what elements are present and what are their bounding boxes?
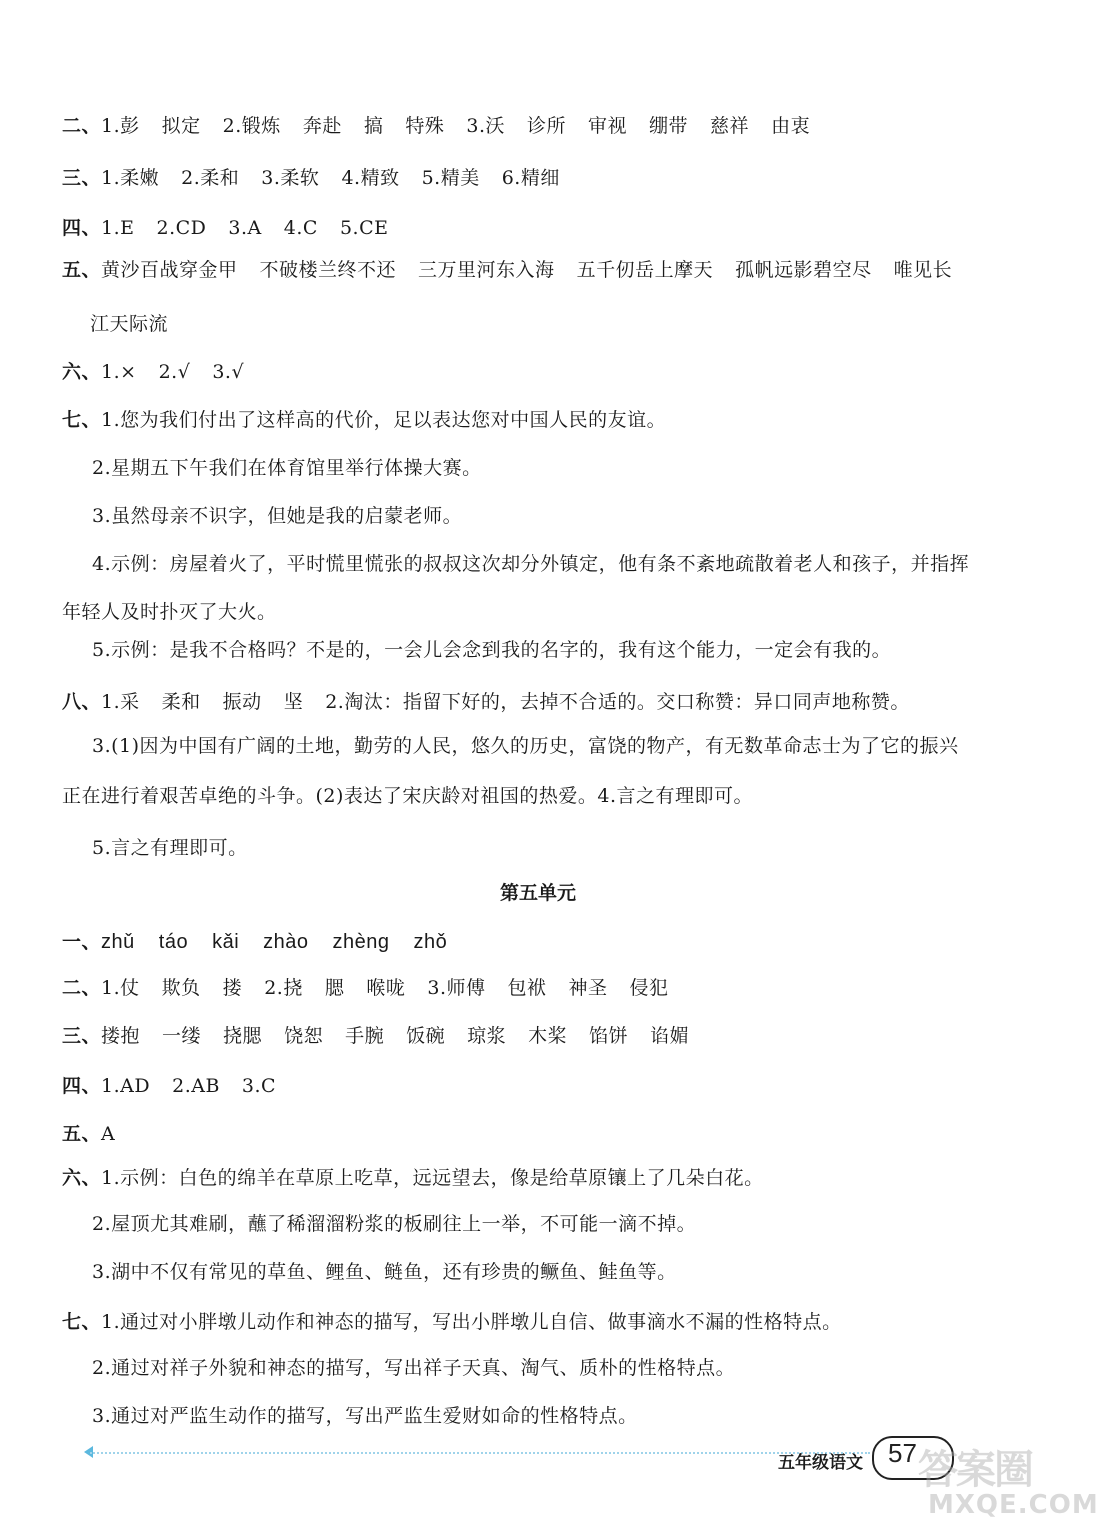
answer-item: 木桨 [528, 1025, 568, 1047]
line-label: 二、 [62, 115, 102, 137]
answer-item: 3.A [228, 217, 262, 239]
answer-item: 喉咙 [366, 977, 406, 999]
line-label: 七、 [62, 409, 102, 431]
line-label: 七、 [62, 1311, 102, 1333]
answer-item: A [101, 1123, 116, 1145]
answer-line [62, 976, 669, 1000]
answer-item: 唯见长 [893, 259, 953, 281]
answer-item: 3.C [241, 1075, 277, 1097]
answer-item: 2.CD [156, 217, 207, 239]
answer-item: 诊所 [527, 115, 567, 137]
line-label: 一、 [62, 931, 102, 953]
answer-line [62, 1166, 764, 1190]
answer-item: 3.虽然母亲不识字，但她是我的启蒙老师。 [92, 505, 463, 527]
answer-item: 1.柔嫩 [101, 167, 160, 189]
answer-item: 4.精致 [341, 167, 400, 189]
answer-item: 挠腮 [223, 1025, 263, 1047]
answer-item: 1.通过对小胖墩儿动作和神态的描写，写出小胖墩儿自信、做事滴水不漏的性格特点。 [101, 1311, 842, 1333]
answer-item: 1.E [101, 217, 135, 239]
line-label: 四、 [62, 1075, 102, 1097]
answer-line [62, 166, 560, 190]
line-label: 五、 [62, 1123, 102, 1145]
answer-item: 2.锻炼 [222, 115, 281, 137]
answer-item: 3.√ [212, 361, 245, 383]
line-label: 六、 [62, 361, 102, 383]
answer-item: 琼浆 [467, 1025, 507, 1047]
answer-line [92, 1212, 696, 1236]
line-label: 二、 [62, 977, 102, 999]
line-label: 三、 [62, 167, 102, 189]
answer-item: 6.精细 [501, 167, 560, 189]
pinyin-item: zhǒ [413, 931, 448, 953]
answer-item: 2.AB [172, 1075, 220, 1097]
answer-line [92, 504, 462, 528]
line-label: 五、 [62, 259, 102, 281]
footer-divider [90, 1452, 870, 1454]
line-label: 六、 [62, 1167, 102, 1189]
answer-line [62, 1074, 276, 1098]
answer-line [62, 258, 952, 282]
answer-item: 5.CE [339, 217, 389, 239]
answer-item: 正在进行着艰苦卓绝的斗争。(2)表达了宋庆龄对祖国的热爱。4.言之有理即可。 [62, 785, 754, 807]
answer-item: 5.示例：是我不合格吗？不是的，一会儿会念到我的名字的，我有这个能力，一定会有我的。 [92, 639, 892, 661]
watermark-url: MXQE.COM [928, 1490, 1099, 1520]
answer-item: 1.彭 [101, 115, 140, 137]
answer-item: 2.柔和 [181, 167, 240, 189]
answer-item: 拟定 [161, 115, 201, 137]
section-heading: 第五单元 [499, 882, 576, 904]
line-label: 三、 [62, 1025, 102, 1047]
answer-line [62, 216, 389, 240]
answer-item: 2.屋顶尤其难刷，蘸了稀溜溜粉浆的板刷往上一举，不可能一滴不掉。 [92, 1213, 697, 1235]
answer-item: 柔和 [161, 691, 201, 713]
answer-line [92, 734, 959, 758]
answer-item: 2.挠 [264, 977, 303, 999]
answer-item: 馅饼 [589, 1025, 629, 1047]
answer-item: 黄沙百战穿金甲 [101, 259, 238, 281]
answer-item: 神圣 [568, 977, 608, 999]
answer-item: 饶恕 [284, 1025, 324, 1047]
answer-line [62, 600, 277, 624]
line-label: 四、 [62, 217, 102, 239]
answer-item: 2.√ [158, 361, 191, 383]
answer-item: 三万里河东入海 [418, 259, 555, 281]
answer-item: 3.沃 [466, 115, 505, 137]
page-number: 57 [888, 1438, 917, 1468]
pinyin-item: zhào [263, 931, 309, 953]
answer-item: 审视 [588, 115, 628, 137]
answer-item: 1.采 [101, 691, 140, 713]
answer-line [62, 1122, 115, 1146]
pinyin-line [62, 930, 471, 954]
answer-item: 欺负 [161, 977, 201, 999]
pinyin-item: zhèng [332, 931, 390, 953]
answer-item: 绷带 [649, 115, 689, 137]
answer-item: 慈祥 [710, 115, 750, 137]
watermark-logo: 答案圈 [918, 1447, 1032, 1493]
answer-line [92, 638, 891, 662]
answer-line [62, 1024, 689, 1048]
footer-label: 五年级语文 [778, 1453, 863, 1473]
answer-line [62, 784, 753, 808]
answer-item: 奔赴 [302, 115, 342, 137]
answer-item: 腮 [324, 977, 345, 999]
answer-item: 饭碗 [406, 1025, 446, 1047]
line-label: 八、 [62, 691, 102, 713]
answer-item: 坚 [283, 691, 304, 713]
answer-line [62, 408, 666, 432]
answer-item: 2.通过对祥子外貌和神态的描写，写出祥子天真、淘气、质朴的性格特点。 [92, 1357, 736, 1379]
answer-item: 搂 [222, 977, 243, 999]
answer-item: 手腕 [345, 1025, 385, 1047]
answer-item: 3.柔软 [261, 167, 320, 189]
answer-line [62, 114, 810, 138]
answer-item: 包袱 [507, 977, 547, 999]
answer-item: 3.通过对严监生动作的描写，写出严监生爱财如命的性格特点。 [92, 1405, 638, 1427]
answer-item: 1.AD [101, 1075, 151, 1097]
answer-line [92, 552, 969, 576]
answer-item: 4.C [283, 217, 318, 239]
answer-item: 3.(1)因为中国有广阔的土地，勤劳的人民，悠久的历史，富饶的物产，有无数革命志士为了它的振兴 [92, 735, 959, 757]
answer-line [92, 836, 248, 860]
answer-item: 1.× [101, 361, 137, 383]
answer-line [62, 1310, 842, 1334]
answer-item: 特殊 [405, 115, 445, 137]
answer-line [92, 1404, 638, 1428]
pinyin-item: táo [158, 931, 189, 953]
answer-line [62, 360, 244, 384]
answer-item: 2.淘汰：指留下好的，去掉不合适的。交口称赞：异口同声地称赞。 [325, 691, 910, 713]
answer-item: 3.湖中不仅有常见的草鱼、鲤鱼、鲢鱼，还有珍贵的鳜鱼、鲑鱼等。 [92, 1261, 677, 1283]
answer-line [92, 456, 482, 480]
answer-item: 年轻人及时扑灭了大火。 [62, 601, 277, 623]
answer-item: 一缕 [162, 1025, 202, 1047]
answer-line [62, 690, 910, 714]
answer-item: 江天际流 [90, 313, 169, 335]
answer-line [92, 1356, 735, 1380]
answer-item: 3.师傅 [427, 977, 486, 999]
answer-item: 1.示例：白色的绵羊在草原上吃草，远远望去，像是给草原镶上了几朵白花。 [101, 1167, 764, 1189]
answer-item: 振动 [222, 691, 262, 713]
answer-line [92, 1260, 677, 1284]
answer-item: 5.言之有理即可。 [92, 837, 248, 859]
answer-item: 1.您为我们付出了这样高的代价，足以表达您对中国人民的友谊。 [101, 409, 667, 431]
answer-item: 搂抱 [101, 1025, 141, 1047]
answer-item: 1.仗 [101, 977, 140, 999]
answer-item: 侵犯 [629, 977, 669, 999]
answer-item: 2.星期五下午我们在体育馆里举行体操大赛。 [92, 457, 482, 479]
pinyin-item: kǎi [212, 931, 240, 953]
answer-item: 搞 [363, 115, 384, 137]
answer-item: 孤帆远影碧空尽 [735, 259, 872, 281]
answer-item: 五千仞岳上摩天 [576, 259, 714, 281]
answer-line [90, 312, 168, 336]
answer-item: 4.示例：房屋着火了，平时慌里慌张的叔叔这次却分外镇定，他有条不紊地疏散着老人和孩子，并指挥 [92, 553, 970, 575]
answer-item: 由衷 [771, 115, 811, 137]
answer-item: 不破楼兰终不还 [259, 259, 397, 281]
pinyin-item: zhǔ [101, 931, 135, 953]
answer-item: 谄媚 [650, 1025, 690, 1047]
answer-item: 5.精美 [421, 167, 480, 189]
